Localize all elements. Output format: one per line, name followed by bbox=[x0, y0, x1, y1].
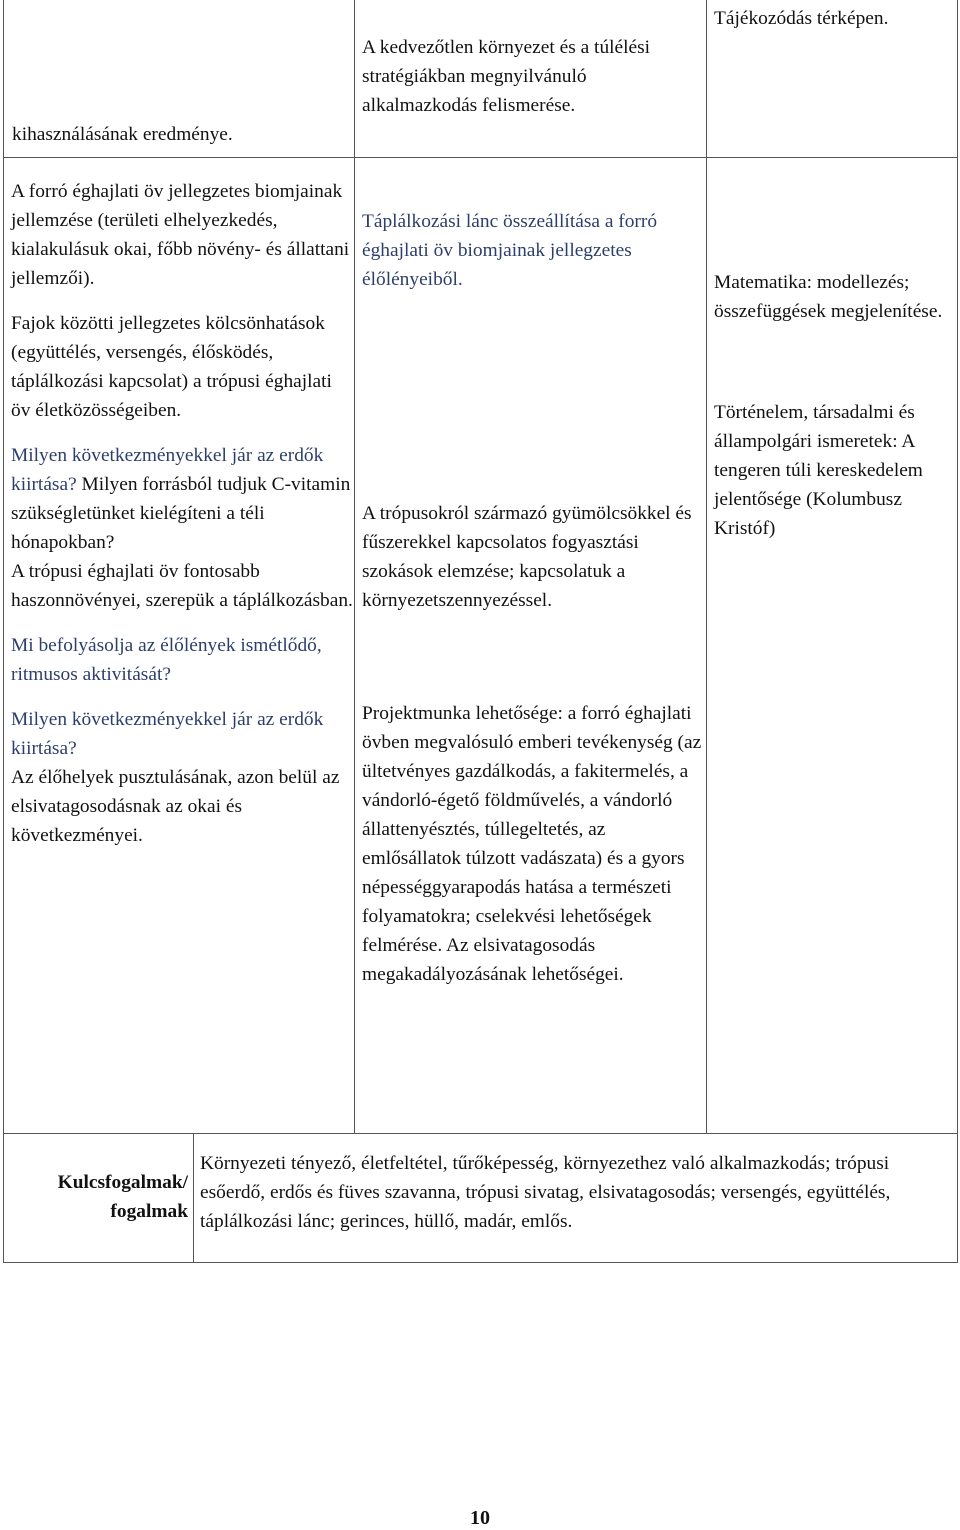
table-border-kulcs-top bbox=[3, 1133, 957, 1134]
history-text: Történelem, társadalmi és állampolgári ismeretek: A tengeren túli kereskedelem jelentősége (Kolumbusz Kristóf) bbox=[714, 402, 923, 539]
forest-question-paragraph bbox=[11, 441, 353, 557]
kulcsfogalmak-label bbox=[4, 1168, 188, 1226]
interactions-text: Fajok közötti jellegzetes kölcsönhatások (együttélés, versengés, élősködés, táplálkozási kapcsolat) a trópusi éghajlati öv életközösségeiben. bbox=[11, 313, 332, 421]
kulcsfogalmak-label-line1: Kulcsfogalmak/ bbox=[57, 1172, 188, 1193]
kulcsfogalmak-text: Környezeti tényező, életfeltétel, tűrőképesség, környezethez való alkalmazkodás; trópusi esőerdő, erdős és füves szavanna, trópusi sivatag, elsivatagosodás; versengés, együttélés, táplálkozási lánc; gerinces, hüllő, madár, emlős. bbox=[200, 1153, 891, 1232]
table-border-col1 bbox=[354, 0, 355, 1133]
map-text: Tájékozódás térképen. bbox=[714, 8, 889, 29]
table-border-row-divider bbox=[3, 157, 957, 158]
col3-content bbox=[714, 268, 952, 543]
table-border-left bbox=[3, 0, 4, 1263]
table-border-col2 bbox=[706, 0, 707, 1133]
table-border-kulcs-divider bbox=[193, 1133, 194, 1263]
food-chain-text: Táplálkozási lánc összeállítása a forró éghajlati öv biomjainak jellegzetes élőlényeiből. bbox=[362, 211, 658, 290]
col1-fragment-text: kihasználásának eredménye. bbox=[12, 124, 233, 145]
rhythm-question-text: Mi befolyásolja az élőlények ismétlődő, ritmusos aktivitását? bbox=[11, 635, 322, 685]
fruits-text: A trópusokról származó gyümölcsökkel és fűszerekkel kapcsolatos fogyasztási szokások elemzése; kapcsolatuk a környezetszennyezéssel. bbox=[362, 503, 692, 611]
vitamin-question-text: Milyen forrásból tudjuk C-vitamin szükségletünket kielégíteni a téli hónapokban? bbox=[11, 474, 351, 553]
project-text: Projektmunka lehetősége: a forró éghajlati övben megvalósuló emberi tevékenység (az ültetvényes gazdálkodás, a fakitermelés, a vándorló-égető földművelés, a vándorló állattenyésztés, túllegeltetés, az emlősállatok túlzott vadászata) és a gyors népességgyarapodás hatása a természeti folyamatokra; cselekvési lehetőségek felmérése. Az elsivatagosodás megakadályozásának lehetőségei. bbox=[362, 703, 702, 985]
col1-content bbox=[11, 177, 353, 850]
col2-content bbox=[362, 207, 702, 989]
table-border-right bbox=[957, 0, 958, 1263]
forest-question-2-text: Milyen következményekkel jár az erdők kiirtása? bbox=[11, 709, 324, 759]
biomes-text: A forró éghajlati öv jellegzetes biomjainak jellemzése (területi elhelyezkedés, kialakulásuk okai, főbb növény- és állattani jellemzői). bbox=[11, 181, 350, 289]
kulcsfogalmak-label-line2: fogalmak bbox=[110, 1201, 188, 1222]
page-number: 10 bbox=[470, 1507, 490, 1529]
col2-adaptation bbox=[362, 33, 698, 120]
table-border-bottom bbox=[3, 1262, 957, 1263]
col1-fragment bbox=[12, 120, 350, 149]
crops-text: A trópusi éghajlati öv fontosabb haszonnövényei, szerepük a táplálkozásban. bbox=[11, 561, 353, 611]
forest-question-text: Milyen következményekkel jár az erdők kiirtása? bbox=[11, 445, 324, 495]
adaptation-text: A kedvezőtlen környezet és a túlélési stratégiákban megnyilvánuló alkalmazkodás felismerése. bbox=[362, 37, 651, 116]
col3-map bbox=[714, 4, 952, 33]
math-text: Matematika: modellezés; összefüggések megjelenítése. bbox=[714, 272, 943, 322]
habitats-text: Az élőhelyek pusztulásának, azon belül az elsivatagosodásnak az okai és következményei. bbox=[11, 767, 340, 846]
